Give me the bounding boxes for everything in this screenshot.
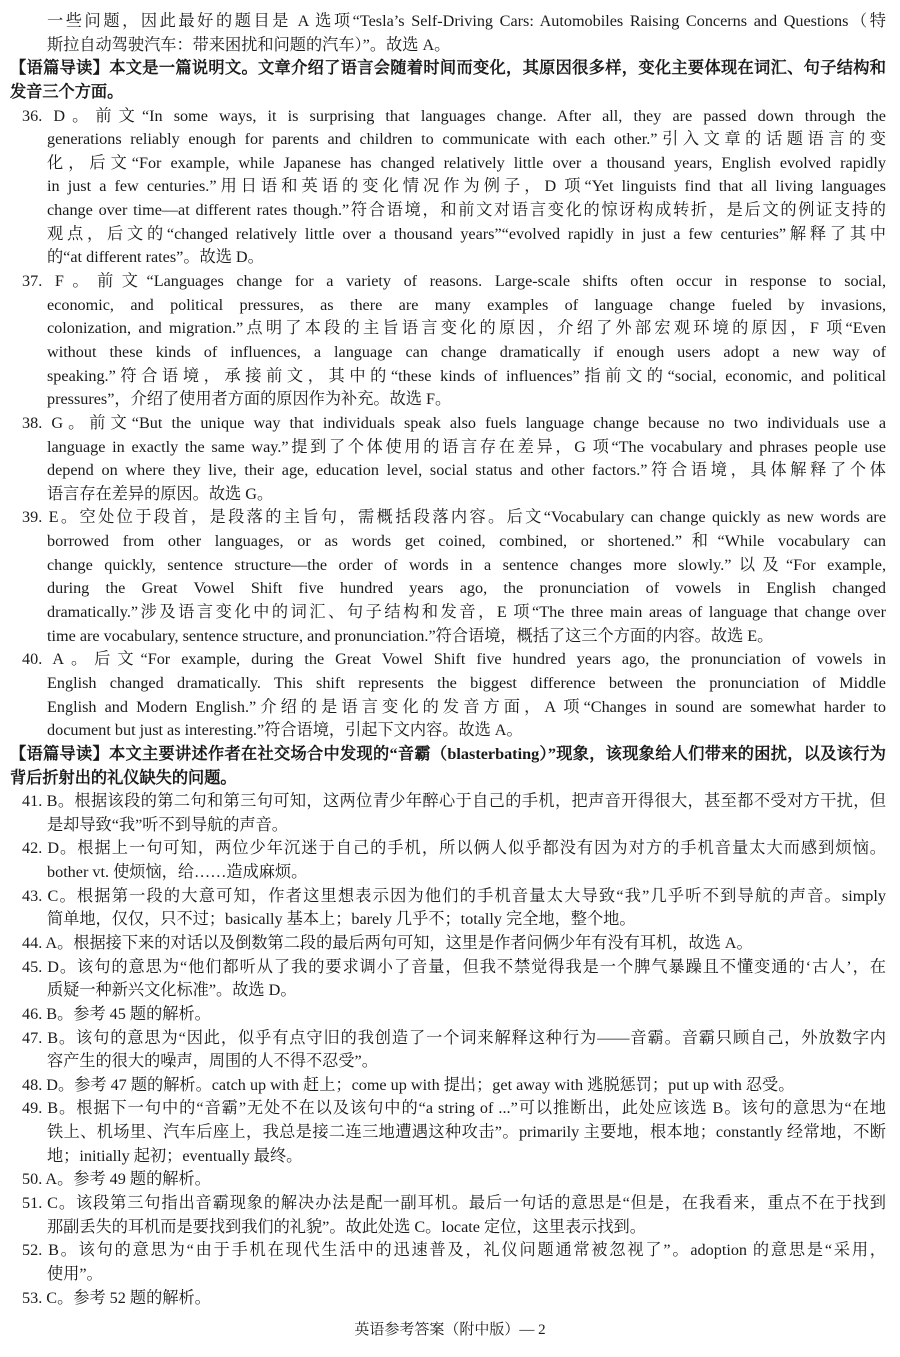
answer-item xyxy=(0,790,900,837)
text-line: document but just as interesting.”符合语境，引起下文内容。故选 A。 xyxy=(47,721,523,740)
text-line: 49. B。根据下一句中的“音霸”无处不在以及该句中的“a string of ...”可以推断出，此处应该选 B。该句的意思为“在地 xyxy=(22,1099,886,1118)
answer-item xyxy=(0,1168,900,1192)
text-line: 质疑一种新兴文化标准”。故选 D。 xyxy=(47,981,297,1000)
text-line: 背后折射出的礼仪缺失的问题。 xyxy=(10,768,237,787)
answer-item xyxy=(0,1097,900,1168)
answer-document xyxy=(0,10,900,1310)
text-line: 47. B。该句的意思为“因此，似乎有点守旧的我创造了一个词来解释这种行为——音霸。音霸只顾自己，外放数字内 xyxy=(22,1028,886,1047)
answer-item xyxy=(0,648,900,743)
text-line: depend on where they live, their age, education level, social status and other factors.”符合语境，具体解释了个体 xyxy=(47,461,886,480)
text-line: time are vocabulary, sentence structure, and pronunciation.”符合语境，概括了这三个方面的内容。故选 E。 xyxy=(47,626,774,645)
text-line: 容产生的很大的噪声，周围的人不得不忍受”。 xyxy=(47,1052,378,1071)
text-line: 使用”。 xyxy=(47,1264,103,1283)
text-line: colonization, and migration.”点明了本段的主旨语言变化的原因，介绍了外部宏观环境的原因，F 项“Even xyxy=(47,319,886,338)
text-line: 50. A。参考 49 题的解析。 xyxy=(22,1170,211,1189)
text-line: 45. D。该句的意思为“他们都听从了我的要求调小了音量，但我不禁觉得我是一个脾气暴躁且不懂变通的‘古人’，在 xyxy=(22,957,886,976)
text-line: change over time—at different rates though.”符合语境，和前文对语言变化的惊讶构成转折，是后文的例证支持的 xyxy=(47,201,886,220)
text-line: pressures”，介绍了使用者方面的原因作为补充。故选 F。 xyxy=(47,390,452,409)
text-line: 观点，后文的“changed relatively little over a thousand years”“evolved rapidly in just a few centuries”解释了其中 xyxy=(47,224,886,243)
text-line: generations reliably enough for parents and children to communicate with each other.”引入文章的话题语言的变 xyxy=(47,130,886,149)
text-line: 的“at different rates”。故选 D。 xyxy=(47,248,264,267)
answer-item xyxy=(0,837,900,884)
text-line: 【语篇导读】本文主要讲述作者在社交场合中发现的“音霸（blasterbating）”现象，该现象给人们带来的困扰，以及该行为 xyxy=(10,744,886,763)
text-line: 42. D。根据上一句可知，两位少年沉迷于自己的手机，所以俩人似乎都没有因为对方的手机音量太大而感到烦恼。 xyxy=(22,839,886,858)
text-line: economic, and political pressures, as there are many examples of language change fueled by invasions, xyxy=(47,295,886,314)
reading-guide xyxy=(0,743,900,790)
answer-item xyxy=(0,506,900,648)
text-line: in just a few centuries.”用日语和英语的变化情况作为例子，D 项“Yet linguists find that all living languages xyxy=(47,177,886,196)
text-line: dramatically.”涉及语言变化中的词汇、句子结构和发音，E 项“The three main areas of language that change over xyxy=(47,603,886,622)
answer-item xyxy=(0,1287,900,1311)
text-line: 39. E。空处位于段首，是段落的主旨句，需概括段落内容。后文“Vocabulary can change quickly as new words are xyxy=(22,508,886,527)
text-line: during the Great Vowel Shift five hundred years ago, the pronunciation of vowels in English changed xyxy=(47,579,886,598)
answer-item xyxy=(0,1192,900,1239)
continued-paragraph xyxy=(0,10,900,57)
text-line: 43. C。根据第一段的大意可知，作者这里想表示因为他们的手机音量太大导致“我”几乎听不到导航的声音。simply xyxy=(22,886,886,905)
reading-guide xyxy=(0,57,900,104)
answer-item xyxy=(0,1003,900,1027)
text-line: 那副丢失的耳机而是要找到我们的礼貌”。故此处选 C。locate 定位，这里表示找到。 xyxy=(47,1217,646,1236)
text-line: speaking.”符合语境，承接前文，其中的“these kinds of influences”指前文的“social, economic, and political xyxy=(47,366,886,385)
text-line: borrowed from other languages, or as words get coined, combined, or shortened.”和“While vocabulary can xyxy=(47,532,886,551)
text-line: 40. A。后文“For example, during the Great Vowel Shift five hundred years ago, the pronunciation of vowels in xyxy=(22,650,886,669)
text-line: 48. D。参考 47 题的解析。catch up with 赶上；come up with 提出；get away with 逃脱惩罚；put up with 忍受。 xyxy=(22,1075,795,1094)
text-line: 语言存在差异的原因。故选 G。 xyxy=(47,484,274,503)
text-line: 52. B。该句的意思为“由于手机在现代生活中的迅速普及，礼仪问题通常被忽视了”。adoption 的意思是“采用， xyxy=(22,1241,886,1260)
text-line: 38. G。前文“But the unique way that individuals speak also fuels language change because no two individuals use a xyxy=(22,413,886,432)
text-line: English and Modern English.”介绍的是语言变化的发音方面，A 项“Changes in sound are somewhat harder to xyxy=(47,697,886,716)
text-line: 斯拉自动驾驶汽车：带来困扰和问题的汽车）”。故选 A。 xyxy=(47,35,451,54)
text-line: 46. B。参考 45 题的解析。 xyxy=(22,1004,211,1023)
page-footer: 英语参考答案（附中版）— 2 xyxy=(354,1322,546,1338)
answer-item xyxy=(0,1239,900,1286)
answer-item xyxy=(0,1074,900,1098)
answer-item xyxy=(0,105,900,270)
answer-item xyxy=(0,412,900,507)
text-line: without these kinds of influences, a language can change dramatically if enough users adopt a new way of xyxy=(47,342,886,361)
answer-item xyxy=(0,270,900,412)
text-line: 一些问题，因此最好的题目是 A 选项“Tesla’s Self-Driving Cars: Automobiles Raising Concerns and Questions（特 xyxy=(47,12,886,30)
text-line: 简单地，仅仅，只不过；basically 基本上；barely 几乎不；totally 完全地，整个地。 xyxy=(47,910,636,929)
answer-item xyxy=(0,1027,900,1074)
text-line: 44. A。根据接下来的对话以及倒数第二段的最后两句可知，这里是作者问俩少年有没有耳机，故选 A。 xyxy=(22,933,753,952)
answer-item xyxy=(0,885,900,932)
text-line: 37. F。前文“Languages change for a variety of reasons. Large-scale shifts often occur in response to social, xyxy=(22,272,886,291)
text-line: 51. C。该段第三句指出音霸现象的解决办法是配一副耳机。最后一句话的意思是“但是，在我看来，重点不在于找到 xyxy=(22,1194,886,1213)
answer-item xyxy=(0,932,900,956)
text-line: 地；initially 起初；eventually 最终。 xyxy=(47,1146,303,1165)
text-line: language in exactly the same way.”提到了个体使用的语言存在差异，G 项“The vocabulary and phrases people use xyxy=(47,437,886,456)
text-line: 发音三个方面。 xyxy=(10,82,124,101)
text-line: 53. C。参考 52 题的解析。 xyxy=(22,1288,211,1307)
text-line: bother vt. 使烦恼，给……造成麻烦。 xyxy=(47,863,308,882)
text-line: 41. B。根据该段的第二句和第三句可知，这两位青少年醉心于自己的手机，把声音开得很大，甚至都不受对方干扰，但 xyxy=(22,792,886,811)
text-line: 是却导致“我”听不到导航的声音。 xyxy=(47,815,288,834)
text-line: 【语篇导读】本文是一篇说明文。文章介绍了语言会随着时间而变化，其原因很多样，变化主要体现在词汇、句子结构和 xyxy=(10,59,886,78)
text-line: 铁上、机场里、汽车后座上，我总是接二连三地遭遇这种攻击”。primarily 主要地，根本地；constantly 经常地，不断 xyxy=(47,1123,886,1142)
answer-item xyxy=(0,956,900,1003)
text-line: 化，后文“For example, while Japanese has changed relatively little over a thousand years, English evolved rapidly xyxy=(47,153,886,172)
text-line: English changed dramatically. This shift represents the biggest difference between the pronunciation of Middle xyxy=(47,673,886,692)
text-line: change quickly, sentence structure—the order of words in a sentence changes more slowly.”以及“For example, xyxy=(47,555,886,574)
text-line: 36. D。前文“In some ways, it is surprising that languages change. After all, they are passed down through the xyxy=(22,106,886,125)
